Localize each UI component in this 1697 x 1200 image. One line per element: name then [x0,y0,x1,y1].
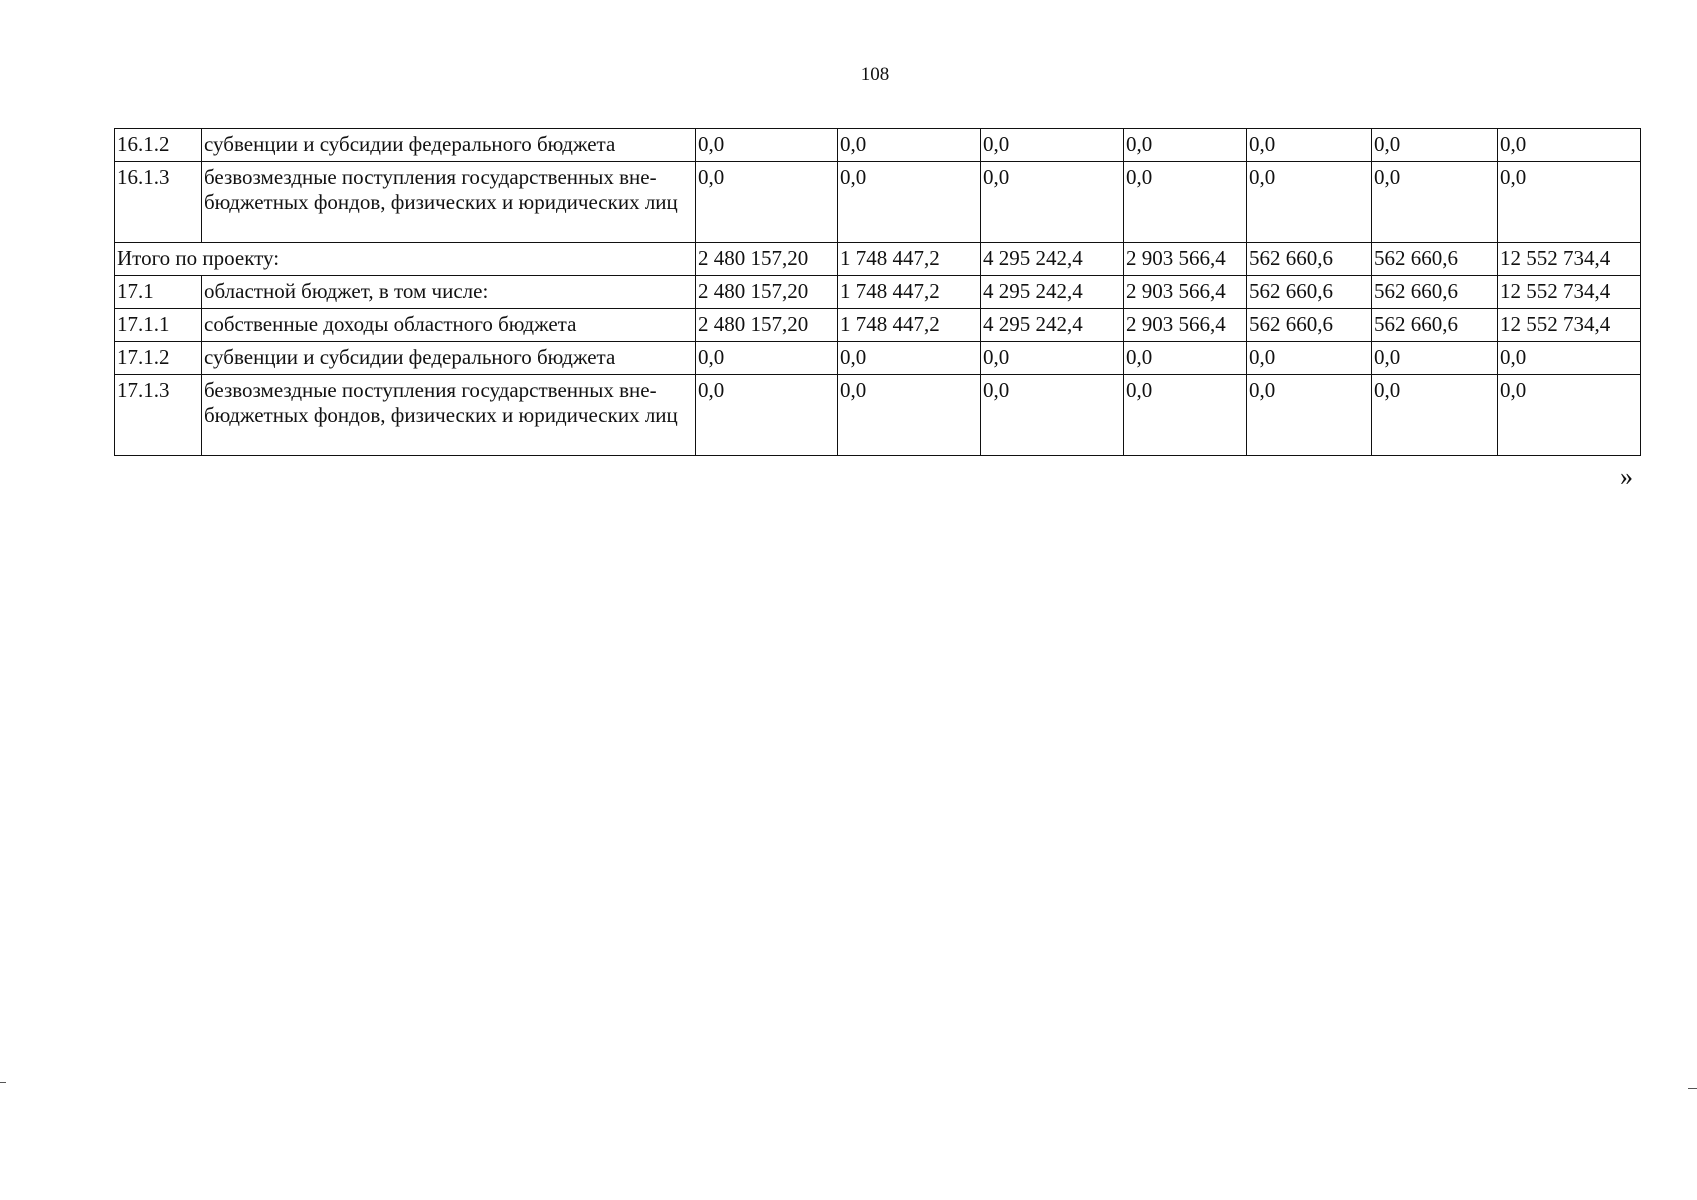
scan-artifact-left [0,1082,6,1083]
value-cell: 2 903 566,4 [1124,243,1247,276]
value-cell: 562 660,6 [1372,276,1498,309]
value-cell: 0,0 [981,162,1124,243]
value-cell: 2 480 157,20 [696,243,838,276]
value-cell: 12 552 734,4 [1498,276,1641,309]
value-cell: 0,0 [1498,162,1641,243]
value-cell: 562 660,6 [1247,309,1372,342]
value-cell: 2 903 566,4 [1124,276,1247,309]
scan-artifact-right [1688,1088,1697,1089]
value-cell: 4 295 242,4 [981,309,1124,342]
row-name: безвозмездные поступления государственных вне-бюджетных фондов, физических и юридических лиц [202,162,696,243]
closing-quote-mark: » [1620,462,1633,491]
value-cell: 4 295 242,4 [981,243,1124,276]
value-cell: 562 660,6 [1247,276,1372,309]
value-cell: 0,0 [1124,129,1247,162]
budget-table [114,128,1641,456]
row-name: субвенции и субсидии федерального бюджета [202,129,696,162]
table-row [115,375,1641,456]
value-cell: 1 748 447,2 [838,309,981,342]
value-cell: 0,0 [838,375,981,456]
value-cell: 12 552 734,4 [1498,309,1641,342]
value-cell: 0,0 [1372,375,1498,456]
value-cell: 0,0 [1498,375,1641,456]
value-cell: 0,0 [696,342,838,375]
value-cell: 0,0 [696,375,838,456]
value-cell: 0,0 [1124,375,1247,456]
value-cell: 0,0 [696,162,838,243]
value-cell: 12 552 734,4 [1498,243,1641,276]
value-cell: 1 748 447,2 [838,276,981,309]
row-name: безвозмездные поступления государственных вне-бюджетных фондов, физических и юридических лиц [202,375,696,456]
value-cell: 0,0 [1124,162,1247,243]
value-cell: 0,0 [981,129,1124,162]
table-row [115,276,1641,309]
row-code: 17.1.3 [115,375,202,456]
table-row [115,309,1641,342]
value-cell: 0,0 [1124,342,1247,375]
value-cell: 0,0 [1372,342,1498,375]
row-name: субвенции и субсидии федерального бюджета [202,342,696,375]
table-row [115,342,1641,375]
value-cell: 0,0 [838,129,981,162]
value-cell: 0,0 [1247,162,1372,243]
value-cell: 4 295 242,4 [981,276,1124,309]
value-cell: 1 748 447,2 [838,243,981,276]
row-code: 17.1.2 [115,342,202,375]
value-cell: 0,0 [1372,129,1498,162]
value-cell: 0,0 [1247,375,1372,456]
value-cell: 0,0 [1372,162,1498,243]
row-code: 16.1.3 [115,162,202,243]
table-row [115,129,1641,162]
row-code: 16.1.2 [115,129,202,162]
value-cell: 562 660,6 [1372,309,1498,342]
value-cell: 0,0 [838,342,981,375]
total-row [115,243,1641,276]
row-name: собственные доходы областного бюджета [202,309,696,342]
value-cell: 2 903 566,4 [1124,309,1247,342]
value-cell: 2 480 157,20 [696,276,838,309]
row-code: 17.1 [115,276,202,309]
total-label: Итого по проекту: [115,243,696,276]
row-name: областной бюджет, в том числе: [202,276,696,309]
row-code: 17.1.1 [115,309,202,342]
value-cell: 0,0 [1498,129,1641,162]
value-cell: 0,0 [981,342,1124,375]
value-cell: 0,0 [1247,129,1372,162]
value-cell: 562 660,6 [1372,243,1498,276]
value-cell: 0,0 [1498,342,1641,375]
value-cell: 0,0 [696,129,838,162]
value-cell: 2 480 157,20 [696,309,838,342]
page-number: 108 [860,64,890,85]
value-cell: 0,0 [838,162,981,243]
value-cell: 0,0 [981,375,1124,456]
value-cell: 0,0 [1247,342,1372,375]
table-row [115,162,1641,243]
value-cell: 562 660,6 [1247,243,1372,276]
